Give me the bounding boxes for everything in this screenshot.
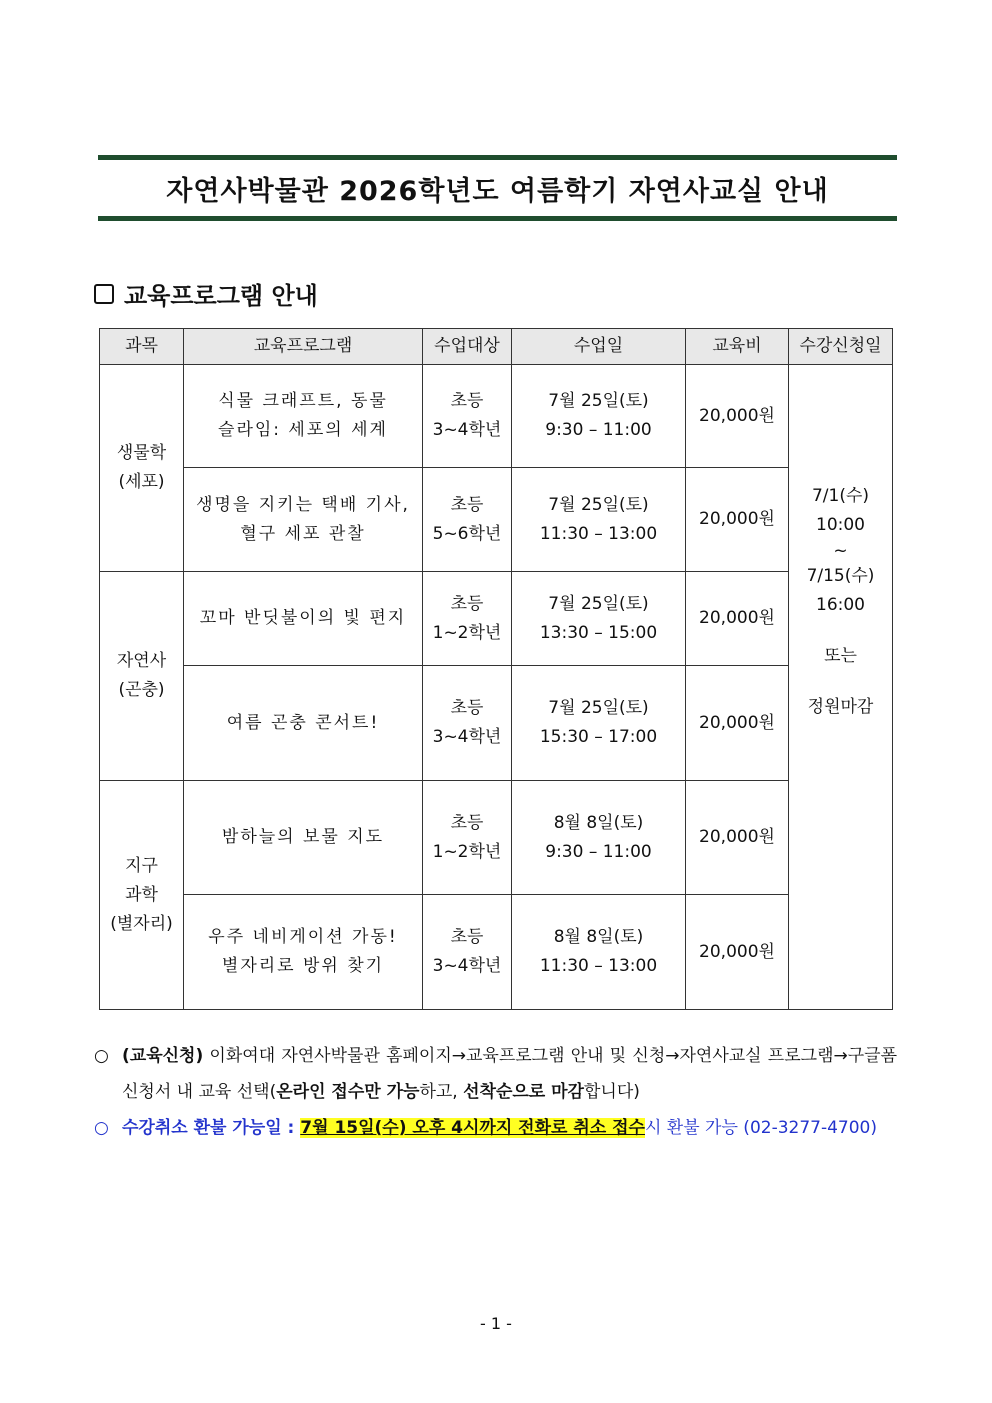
fee-cell: 20,000원 xyxy=(686,666,789,781)
table-row xyxy=(100,781,893,895)
subject-cell: 자연사 (곤충) xyxy=(100,572,184,781)
title-bar xyxy=(98,155,897,221)
fee-cell: 20,000원 xyxy=(686,365,789,468)
note-application-text: (교육신청) 이화여대 자연사박물관 홈페이지→교육프로그램 안내 및 신청→자연사교실 프로그램→구글폼 신청서 내 교육 선택(온라인 접수만 가능하고, 선착순으로 마감합니다) xyxy=(122,1046,897,1102)
date-cell: 7월 25일(토) 11:30 – 13:00 xyxy=(512,468,686,572)
table-row xyxy=(100,468,893,572)
checkbox-icon xyxy=(94,284,114,304)
subject-cell: 지구 과학 (별자리) xyxy=(100,781,184,1010)
note-refund xyxy=(94,1110,897,1146)
target-cell: 초등 1~2학년 xyxy=(423,572,512,666)
header-date: 수업일 xyxy=(512,329,686,365)
circle-bullet-icon: ○ xyxy=(94,1046,109,1066)
document-title: 자연사박물관 2026학년도 여름학기 자연사교실 안내 xyxy=(166,175,829,207)
program-cell: 밤하늘의 보물 지도 xyxy=(184,781,423,895)
target-cell: 초등 1~2학년 xyxy=(423,781,512,895)
fee-cell: 20,000원 xyxy=(686,895,789,1010)
program-cell: 식물 크래프트, 동물 슬라임: 세포의 세계 xyxy=(184,365,423,468)
table-row xyxy=(100,895,893,1010)
table-row xyxy=(100,572,893,666)
date-cell: 7월 25일(토) 9:30 – 11:00 xyxy=(512,365,686,468)
date-cell: 7월 25일(토) 15:30 – 17:00 xyxy=(512,666,686,781)
date-cell: 8월 8일(토) 9:30 – 11:00 xyxy=(512,781,686,895)
fee-cell: 20,000원 xyxy=(686,468,789,572)
refund-deadline-highlight: 7월 15일(수) 오후 4시까지 전화로 취소 접수 xyxy=(300,1118,645,1138)
notes xyxy=(94,1038,897,1146)
program-cell: 생명을 지키는 택배 기사, 혈구 세포 관찰 xyxy=(184,468,423,572)
table-row xyxy=(100,365,893,468)
date-cell: 7월 25일(토) 13:30 – 15:00 xyxy=(512,572,686,666)
circle-bullet-icon: ○ xyxy=(94,1118,109,1138)
target-cell: 초등 3~4학년 xyxy=(423,666,512,781)
note-refund-text: 수강취소 환불 가능일 : 7월 15일(수) 오후 4시까지 전화로 취소 접수시 환불 가능 (02-3277-4700) xyxy=(122,1118,877,1138)
page-number: - 1 - xyxy=(480,1314,512,1333)
section-title: 교육프로그램 안내 xyxy=(124,282,318,310)
program-cell: 우주 네비게이션 가동! 별자리로 방위 찾기 xyxy=(184,895,423,1010)
program-table xyxy=(99,328,893,1010)
header-target: 수업대상 xyxy=(423,329,512,365)
note-application xyxy=(94,1038,897,1110)
header-subject: 과목 xyxy=(100,329,184,365)
target-cell: 초등 3~4학년 xyxy=(423,365,512,468)
subject-cell: 생물학 (세포) xyxy=(100,365,184,572)
target-cell: 초등 5~6학년 xyxy=(423,468,512,572)
program-cell: 꼬마 반딧불이의 빛 편지 xyxy=(184,572,423,666)
date-cell: 8월 8일(토) 11:30 – 13:00 xyxy=(512,895,686,1010)
registration-cell: 7/1(수) 10:00 ~ 7/15(수) 16:00 또는 정원마감 xyxy=(789,365,893,1010)
header-registration: 수강신청일 xyxy=(789,329,893,365)
header-program: 교육프로그램 xyxy=(184,329,423,365)
fee-cell: 20,000원 xyxy=(686,781,789,895)
section-heading xyxy=(94,276,318,311)
header-fee: 교육비 xyxy=(686,329,789,365)
fee-cell: 20,000원 xyxy=(686,572,789,666)
program-cell: 여름 곤충 콘서트! xyxy=(184,666,423,781)
table-row xyxy=(100,666,893,781)
table-header-row xyxy=(100,329,893,365)
target-cell: 초등 3~4학년 xyxy=(423,895,512,1010)
